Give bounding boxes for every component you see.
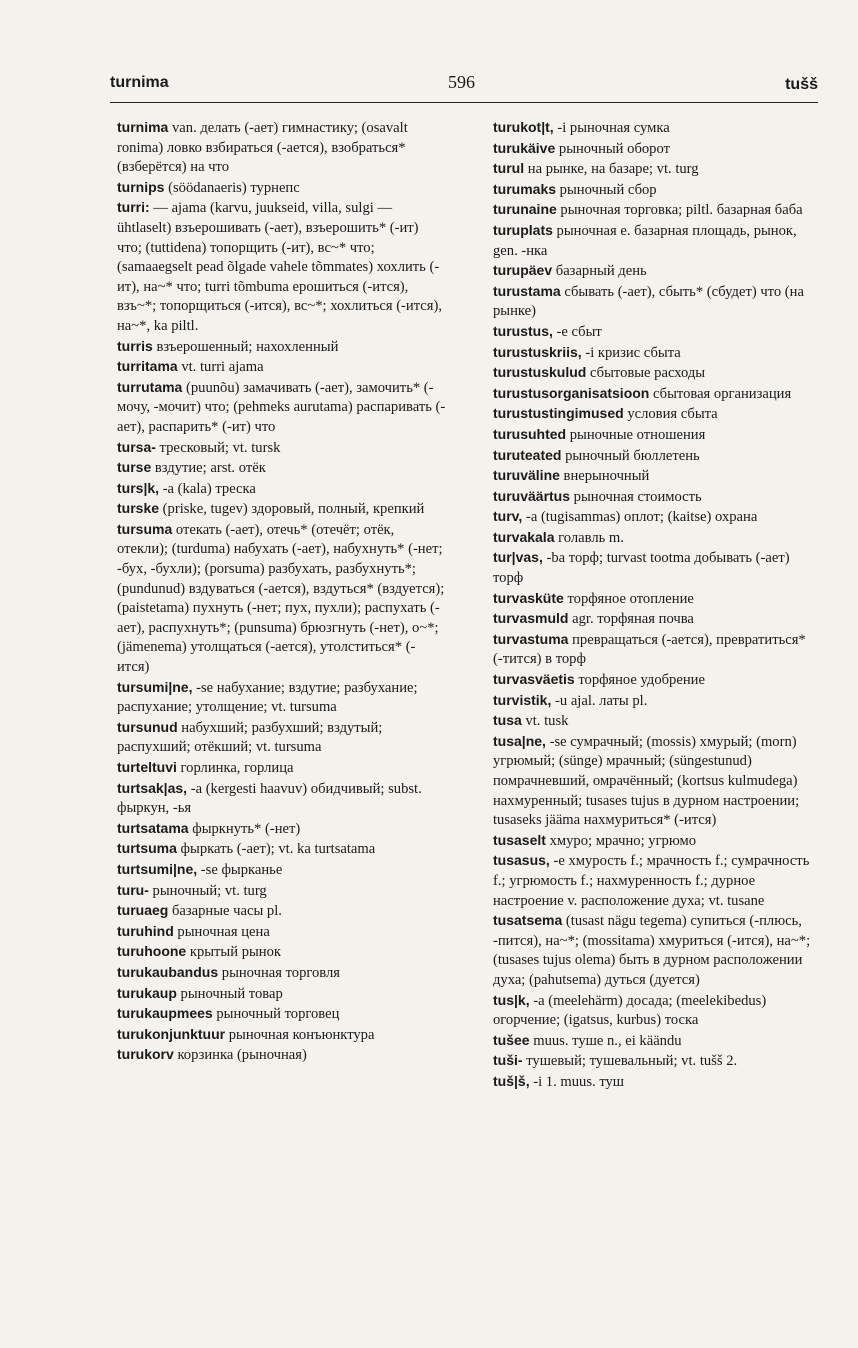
entry-definition: -se фырканье xyxy=(197,861,283,878)
dictionary-entry xyxy=(493,691,819,712)
entry-definition: (tusast nägu tegema) супиться (-плюсь, -пится), на~*; (mossitama) хмуриться (-ится), на~*; (tusases tujus olema) быть в дурном расположении духа; (pahutsema) дуться (дуется) xyxy=(493,913,811,988)
entry-definition: -e хмурость f.; мрачность f.; сумрачность f.; угрюмость f.; нахмуренность f.; дурное настроение v. расположение духа; vt. tusane xyxy=(493,853,810,909)
dictionary-entry xyxy=(493,487,819,508)
entry-headword: tusa xyxy=(493,712,522,729)
dictionary-entry xyxy=(493,180,819,201)
right-column xyxy=(493,118,819,1093)
entry-headword: turuaeg xyxy=(117,902,169,919)
dictionary-entry xyxy=(117,198,447,336)
entry-definition: корзинка (рыночная) xyxy=(173,1047,307,1064)
dictionary-entry xyxy=(117,178,447,199)
entry-definition: хмуро; мрачно; угрюмо xyxy=(545,832,697,849)
dictionary-entry xyxy=(493,384,819,405)
entry-definition: горлинка, горлица xyxy=(176,760,294,776)
entry-headword: turuteated xyxy=(493,446,562,463)
entry-headword: turukäive xyxy=(493,139,556,156)
dictionary-entry xyxy=(493,670,819,691)
dictionary-entry xyxy=(117,357,447,378)
entry-headword: turustustingimused xyxy=(493,405,624,422)
entry-headword: turritama xyxy=(117,358,178,375)
page-header xyxy=(110,70,818,100)
dictionary-entry xyxy=(117,118,447,178)
dictionary-entry xyxy=(493,831,819,852)
entry-definition: торфяное удобрение xyxy=(574,672,705,689)
entry-definition: рыночный; vt. turg xyxy=(148,882,267,899)
entry-definition: торфяное отопление xyxy=(563,590,694,607)
entry-definition: -se набухание; вздутие; разбухание; распухание; утолщение; vt. tursuma xyxy=(117,679,418,716)
entry-headword: turvasmuld xyxy=(493,610,569,627)
dictionary-entry xyxy=(493,261,819,282)
entry-definition: рыночная стоимость xyxy=(570,488,702,505)
entry-definition: (priske, tugev) здоровый, полный, крепкий xyxy=(159,501,425,518)
entry-definition: превращаться (-ается), превратиться* (-тится) в торф xyxy=(493,631,806,668)
entry-headword: tur|vas, xyxy=(493,549,543,566)
entry-definition: фыркать (-ает); vt. ka turtsatama xyxy=(176,841,376,858)
entry-headword: turske xyxy=(117,500,160,517)
dictionary-entry xyxy=(117,1025,447,1046)
dictionary-entry xyxy=(117,984,447,1005)
entry-definition: рыночная цена xyxy=(173,923,270,940)
entry-headword: tusa|ne, xyxy=(493,732,546,749)
dictionary-entry xyxy=(493,911,819,990)
entry-definition: -a (meelehärm) досада; (meelekibedus) огорчение; (igatsus, kurbus) тоска xyxy=(493,992,767,1029)
entry-definition: внерыночный xyxy=(559,468,650,485)
header-right-headword: tušš xyxy=(785,76,818,93)
entry-headword: turupäev xyxy=(493,262,553,279)
entry-definition: тресковый; vt. tursk xyxy=(155,439,281,456)
entry-headword: tusasus, xyxy=(493,852,550,869)
entry-definition: взъерошенный; нахохленный xyxy=(152,338,339,355)
dictionary-entry xyxy=(493,159,819,180)
dictionary-entry xyxy=(493,404,819,425)
entry-definition: рыночная торговля xyxy=(218,964,340,981)
entry-headword: turvistik, xyxy=(493,691,552,708)
entry-definition: набухший; разбухший; вздутый; распухший; отёкший; vt. tursuma xyxy=(117,719,383,756)
entry-headword: tus|k, xyxy=(493,991,530,1008)
entry-definition: сбытовые расходы xyxy=(586,365,706,382)
dictionary-entry xyxy=(493,466,819,487)
entry-definition: рыночная конъюнктура xyxy=(225,1026,375,1043)
entry-headword: tursunud xyxy=(117,718,178,735)
entry-headword: turukonjunktuur xyxy=(117,1025,226,1042)
dictionary-entry xyxy=(117,922,447,943)
entry-headword: tursuma xyxy=(117,520,173,537)
entry-definition: -se сумрачный; (mossis) хмурый; (morn) угрюмый; (sünge) мрачный; (süngestunud) помрачневший, омрачённый; (kortsus kulmudega) нахмуренный; tusases tujus в дурном настроении; tusaseks jääma нахмуриться* (-ится) xyxy=(493,733,800,829)
dictionary-entry xyxy=(493,991,819,1031)
dictionary-entry xyxy=(117,678,447,718)
entry-headword: turukaupmees xyxy=(117,1005,213,1022)
entry-definition: вздутие; arst. отёк xyxy=(151,460,266,477)
dictionary-entry xyxy=(493,851,819,911)
dictionary-entry xyxy=(117,860,447,881)
entry-definition: голавль m. xyxy=(554,529,624,546)
dictionary-entry xyxy=(493,548,819,588)
entry-headword: tuši- xyxy=(493,1052,523,1069)
entry-headword: turri: xyxy=(117,199,150,216)
entry-definition: рыночный товар xyxy=(176,985,283,1002)
entry-definition: базарный день xyxy=(552,263,647,280)
dictionary-entry xyxy=(493,711,819,732)
entry-headword: turu- xyxy=(117,881,149,898)
entry-headword: turtsatama xyxy=(117,819,189,836)
entry-definition: -a (tugisammas) оплот; (kaitse) охрана xyxy=(522,509,758,526)
dictionary-entry xyxy=(117,839,447,860)
entry-definition: -e сбыт xyxy=(552,323,602,340)
dictionary-entry xyxy=(117,438,447,459)
dictionary-entry xyxy=(493,118,819,139)
entry-definition: рыночный оборот xyxy=(555,140,670,157)
entry-definition: -ba торф; turvast tootma добывать (-ает) торф xyxy=(493,550,790,587)
entry-definition: сбытовая организация xyxy=(649,385,792,402)
entry-definition: рыночный торговец xyxy=(212,1006,340,1023)
dictionary-entry xyxy=(117,963,447,984)
entry-headword: turvakala xyxy=(493,528,555,545)
entry-definition: рыночные отношения xyxy=(566,426,706,443)
dictionary-entry xyxy=(493,507,819,528)
entry-headword: tursumi|ne, xyxy=(117,678,193,695)
entry-definition: muus. туше n., ei käändu xyxy=(529,1032,682,1049)
entry-headword: turteltuvi xyxy=(117,759,177,775)
entry-headword: turukaup xyxy=(117,984,177,1001)
entry-definition: -u ajal. латы pl. xyxy=(551,692,648,709)
entry-headword: turukot|t, xyxy=(493,119,554,135)
entry-definition: крытый рынок xyxy=(186,944,281,961)
entry-definition: vt. tusk xyxy=(521,713,569,730)
entry-headword: turumaks xyxy=(493,180,557,197)
entry-headword: turuväline xyxy=(493,467,560,484)
dictionary-entry xyxy=(117,1004,447,1025)
entry-definition: -i рыночная сумка xyxy=(553,120,670,136)
dictionary-entry xyxy=(493,630,819,670)
entry-headword: turvastuma xyxy=(493,630,569,647)
left-column xyxy=(117,118,447,1066)
entry-headword: turusuhted xyxy=(493,425,567,442)
entry-definition: -a (kala) треска xyxy=(159,480,256,497)
dictionary-entry xyxy=(117,520,447,678)
dictionary-entry xyxy=(493,282,819,322)
entry-headword: tušee xyxy=(493,1031,530,1048)
dictionary-entry xyxy=(493,732,819,831)
entry-headword: turustuskulud xyxy=(493,364,587,381)
entry-headword: tursa- xyxy=(117,438,156,455)
entry-definition: рыночный сбор xyxy=(556,181,657,198)
entry-headword: turustama xyxy=(493,282,561,299)
entry-definition: (puunõu) замачивать (-ает), замочить* (-мочу, -мочит) что; (pehmeks aurutama) распаривать (-ает), распарить* (-ит) что xyxy=(117,379,446,435)
dictionary-entry xyxy=(493,343,819,364)
entry-headword: turv, xyxy=(493,508,523,525)
entry-headword: turul xyxy=(493,160,525,177)
entry-headword: tusatsema xyxy=(493,912,563,929)
entry-headword: turustusorganisatsioon xyxy=(493,384,650,401)
dictionary-entry xyxy=(117,779,447,819)
entry-definition: условия сбыта xyxy=(623,406,718,423)
entry-headword: turunaine xyxy=(493,201,557,218)
entry-headword: turtsak|as, xyxy=(117,779,188,796)
dictionary-entry xyxy=(117,758,447,779)
entry-definition: отекать (-ает), отечь* (отечёт; отёк, отекли); (turduma) набухать (-ает), набухнуть* (-нет; -бух, -бухли); (porsuma) разбухать, разбухнуть*; (pundunud) вздуваться (-ается), вздуться* (вздуется); (paistetama) пухнуть (-нет; пух, пухли); распухать (-ает), распухнуть*; (punsuma) брюзгнуть (-нет), о~*; (jämenema) утолщаться (-ается), утолститься* (-ится) xyxy=(117,521,445,676)
dictionary-entry xyxy=(493,322,819,343)
entry-headword: turnips xyxy=(117,178,165,195)
dictionary-entry xyxy=(493,1051,819,1072)
entry-headword: turuplats xyxy=(493,221,553,238)
dictionary-entry xyxy=(117,458,447,479)
entry-headword: tuš|š, xyxy=(493,1072,530,1089)
dictionary-entry xyxy=(117,499,447,520)
entry-definition: vt. turri ajama xyxy=(177,359,264,376)
entry-headword: turris xyxy=(117,337,153,354)
entry-headword: turnima xyxy=(117,119,169,135)
entry-definition: — ajama (karvu, juukseid, villa, sulgi — ühtlaselt) взъерошивать (-ает), взъерошить* (-ит) что; (tuttidena) топорщить (-ит), вс~* что; (samaaegselt pead õlgade vahele tõmmates) хохлить (-ит), на~* что; turri tõmbuma ерошиться (-ится), взъ~*; топорщиться (-ится), вс~*; хохлиться (-ится), на~*, ka piltl. xyxy=(117,200,442,334)
entry-headword: turuväärtus xyxy=(493,487,571,504)
dictionary-entry xyxy=(493,589,819,610)
header-rule xyxy=(110,102,818,103)
dictionary-entry xyxy=(117,718,447,758)
entry-definition: рыночная торговка; piltl. базарная баба xyxy=(556,202,803,219)
entry-headword: turs|k, xyxy=(117,479,160,496)
dictionary-entry xyxy=(117,901,447,922)
entry-headword: turuhind xyxy=(117,922,174,939)
entry-definition: фыркнуть* (-нет) xyxy=(188,820,301,837)
entry-definition: agr. торфяная почва xyxy=(568,611,694,628)
entry-definition: базарные часы pl. xyxy=(168,903,282,920)
entry-definition: рыночная e. базарная площадь, рынок, gen. -нка xyxy=(493,222,797,259)
entry-definition: (söödanaeris) турнепс xyxy=(164,179,300,196)
entry-headword: turtsuma xyxy=(117,840,177,857)
dictionary-entry xyxy=(493,221,819,261)
dictionary-entry xyxy=(117,378,447,438)
entry-headword: turuhoone xyxy=(117,943,187,960)
entry-definition: сбывать (-ает), сбыть* (сбудет) что (на рынке) xyxy=(493,283,804,320)
entry-headword: turtsumi|ne, xyxy=(117,860,198,877)
dictionary-entry xyxy=(117,337,447,358)
dictionary-entry xyxy=(493,446,819,467)
dictionary-entry xyxy=(117,819,447,840)
entry-definition: -i 1. muus. туш xyxy=(529,1073,625,1090)
entry-definition: рыночный бюллетень xyxy=(561,447,700,464)
dictionary-entry xyxy=(493,1072,819,1093)
entry-headword: turvasväetis xyxy=(493,671,575,688)
header-left-headword: turnima xyxy=(110,74,169,91)
entry-headword: turukorv xyxy=(117,1046,174,1063)
entry-headword: turustuskriis, xyxy=(493,343,582,360)
entry-headword: turrutama xyxy=(117,378,183,395)
dictionary-entry xyxy=(493,425,819,446)
page-number: 596 xyxy=(448,72,475,92)
entry-headword: turukaubandus xyxy=(117,963,219,980)
entry-headword: turvasküte xyxy=(493,589,564,606)
entry-headword: turse xyxy=(117,459,152,476)
dictionary-entry xyxy=(117,942,447,963)
dictionary-entry xyxy=(493,609,819,630)
entry-definition: -i кризис сбыта xyxy=(581,344,681,361)
entry-definition: тушевый; тушевальный; vt. tušš 2. xyxy=(522,1053,738,1070)
dictionary-entry xyxy=(117,1045,447,1066)
dictionary-entry xyxy=(493,139,819,160)
dictionary-entry xyxy=(493,1031,819,1052)
dictionary-entry xyxy=(117,479,447,500)
entry-headword: turustus, xyxy=(493,322,553,339)
entry-definition: -a (kergesti haavuv) обидчивый; subst. фыркун, -ья xyxy=(117,780,422,817)
entry-definition: van. делать (-ает) гимнастику; (osavalt ronima) ловко взбираться (-ается), взобраться* (взберётся) на что xyxy=(117,120,408,176)
entry-headword: tusaselt xyxy=(493,831,546,848)
dictionary-entry xyxy=(493,528,819,549)
dictionary-entry xyxy=(493,363,819,384)
dictionary-entry xyxy=(117,881,447,902)
entry-definition: на рынке, на базаре; vt. turg xyxy=(524,161,699,178)
dictionary-entry xyxy=(493,200,819,221)
